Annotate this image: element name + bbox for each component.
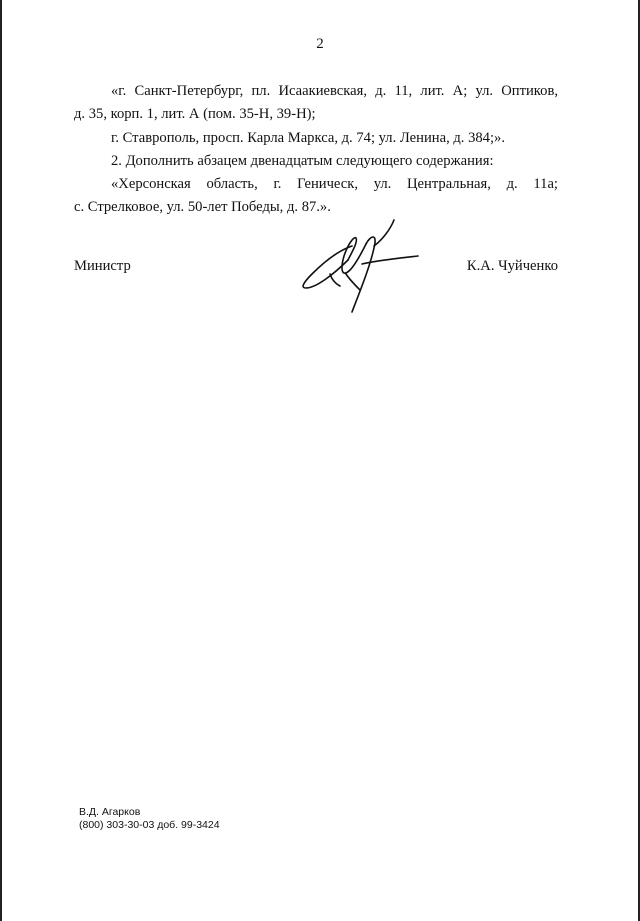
footer-executor-info [79, 806, 220, 832]
paragraph-1-line-2: д. 35, корп. 1, лит. А (пом. 35-Н, 39-Н); [74, 106, 316, 123]
signature-row [74, 258, 558, 282]
paragraph-1-line-1: «г. Санкт-Петербург, пл. Исаакиевская, д. 11, лит. А; ул. Оптиков, [111, 83, 558, 99]
paragraph-4-line-1: «Херсонская область, г. Геническ, ул. Центральная, д. 11а; [111, 176, 558, 193]
paragraph-3-line-1: 2. Дополнить абзацем двенадцатым следующего содержания: [111, 152, 494, 169]
executor-name: В.Д. Агарков [79, 806, 141, 818]
document-body [74, 80, 558, 220]
page-number: 2 [316, 36, 324, 52]
signer-title: Министр [74, 258, 131, 274]
executor-phone: (800) 303-30-03 доб. 99-3424 [79, 819, 220, 831]
paragraph-4-line-2: с. Стрелковое, ул. 50-лет Победы, д. 87.». [74, 199, 331, 216]
paragraph-2-line-1: г. Ставрополь, просп. Карла Маркса, д. 74; ул. Ленина, д. 384;». [111, 129, 505, 146]
signer-name: К.А. Чуйченко [466, 258, 558, 274]
page-border-left [0, 0, 2, 921]
